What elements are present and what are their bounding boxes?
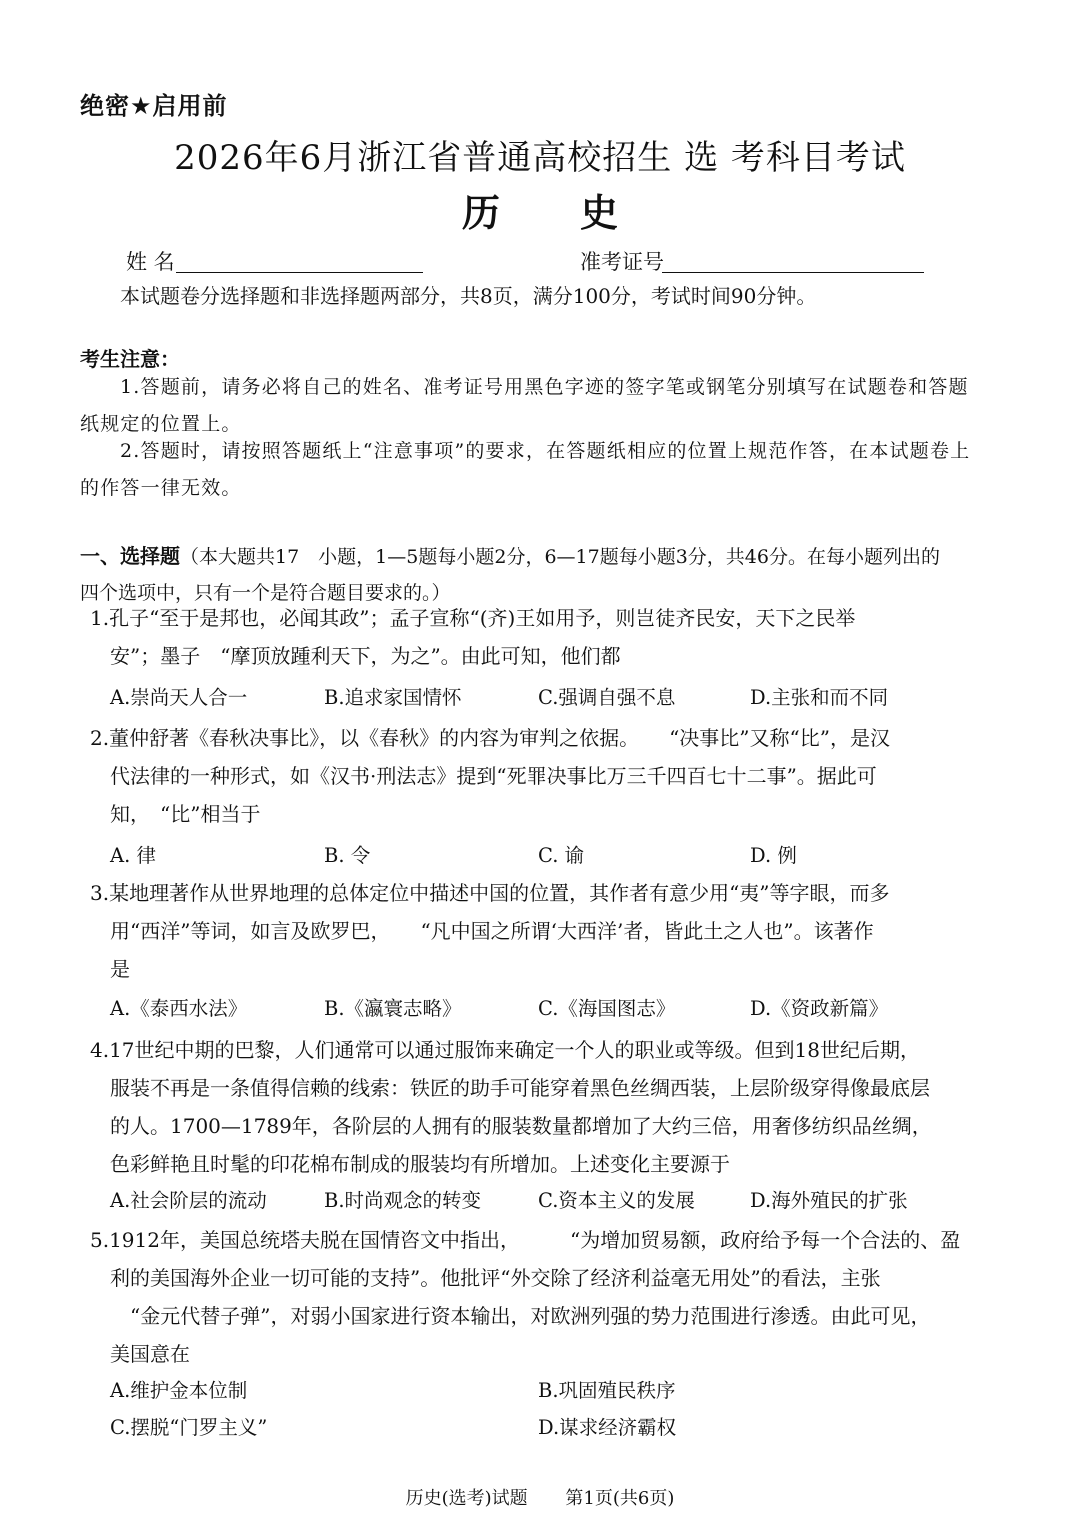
question-5-line-4: 美国意在 — [110, 1342, 190, 1366]
section-1-heading: 一、选择题 — [80, 544, 180, 568]
question-1-line-1: 1.孔子“至于是邦也，必闻其政”；孟子宣称“(齐)王如用予，则岂徒齐民安，天下之民举 — [90, 606, 856, 630]
question-2-line-1: 2.董仲舒著《春秋决事比》，以《春秋》的内容为审判之依据。 “决事比”又称“比”，是汉 — [90, 726, 890, 750]
q1-option-a[interactable]: A.崇尚天人合一 — [110, 686, 248, 709]
q3-option-a[interactable]: A.《泰西水法》 — [110, 997, 248, 1020]
q1-option-c[interactable]: C.强调自强不息 — [538, 686, 676, 709]
secret-label: 绝密★启用前 — [80, 92, 228, 120]
name-field[interactable] — [176, 248, 423, 273]
question-2 — [90, 719, 1005, 833]
question-3-line-3: 是 — [110, 957, 130, 981]
question-5-options-row-2 — [110, 1412, 1010, 1442]
notice-item-2: 2.答题时，请按照答题纸上“注意事项”的要求，在答题纸相应的位置上规范作答，在本试题卷上的作答一律无效。 — [80, 440, 971, 499]
q2-option-d[interactable]: D. 例 — [750, 844, 797, 867]
q4-option-d[interactable]: D.海外殖民的扩张 — [750, 1189, 908, 1212]
footer-page-number: 第1页(共6页) — [565, 1488, 675, 1509]
q5-option-a[interactable]: A.维护金本位制 — [110, 1379, 248, 1402]
question-4-line-4: 色彩鲜艳且时髦的印花棉布制成的服装均有所增加。上述变化主要源于 — [110, 1152, 730, 1176]
question-3 — [90, 874, 1005, 988]
q3-option-c[interactable]: C.《海国图志》 — [538, 997, 676, 1020]
question-3-options — [110, 993, 1010, 1023]
q4-option-a[interactable]: A.社会阶层的流动 — [110, 1189, 267, 1212]
question-3-line-1: 3.某地理著作从世界地理的总体定位中描述中国的位置，其作者有意少用“夷”等字眼，而多 — [90, 881, 890, 905]
question-5-line-3: “金元代替子弹”，对弱小国家进行资本输出，对欧洲列强的势力范围进行渗透。由此可见， — [110, 1304, 931, 1328]
question-4-line-1: 4.17世纪中期的巴黎，人们通常可以通过服饰来确定一个人的职业或等级。但到18世纪后期， — [90, 1038, 920, 1062]
q5-option-c[interactable]: C.摆脱“门罗主义” — [110, 1416, 268, 1439]
question-2-options — [110, 840, 1010, 870]
page-footer — [0, 1484, 1080, 1510]
q2-option-a[interactable]: A. 律 — [110, 844, 156, 867]
question-3-line-2: 用“西洋”等词，如言及欧罗巴， “凡中国之所谓‘大西洋’者，皆此土之人也”。该著作 — [110, 919, 874, 943]
question-5-line-2: 利的美国海外企业一切可能的支持”。他批评“外交除了经济利益毫无用处”的看法，主张 — [110, 1266, 881, 1290]
question-2-line-3: 知， “比”相当于 — [110, 802, 261, 826]
question-5-line-1: 5.1912年，美国总统塔夫脱在国情咨文中指出， “为增加贸易额，政府给予每一个合法的、盈 — [90, 1228, 961, 1252]
q3-option-b[interactable]: B.《瀛寰志略》 — [324, 997, 462, 1020]
id-number-field[interactable] — [662, 248, 924, 273]
question-1-line-2: 安”；墨子 “摩顶放踵利天下，为之”。由此可知，他们都 — [110, 644, 621, 668]
question-2-line-2: 代法律的一种形式，如《汉书·刑法志》提到“死罪决事比万三千四百七十二事”。据此可 — [110, 764, 877, 788]
section-1-description: （本大题共17 小题，1—5题每小题2分，6—17题每小题3分，共46分。在每小题列出的四个选项中，只有一个是符合题目要求的。） — [80, 546, 940, 604]
question-4-options — [110, 1185, 1010, 1215]
exam-intro: 本试题卷分选择题和非选择题两部分，共8页，满分100分，考试时间90分钟。 — [120, 284, 817, 308]
question-1 — [90, 599, 1005, 675]
q2-option-c[interactable]: C. 谕 — [538, 844, 585, 867]
id-label: 准考证号 — [580, 250, 664, 274]
q1-option-d[interactable]: D.主张和而不同 — [750, 686, 889, 709]
name-label: 姓 名 — [126, 250, 175, 274]
notice-item-1: 1.答题前，请务必将自己的姓名、准考证号用黑色字迹的签字笔或钢笔分别填写在试题卷和答题纸规定的位置上。 — [80, 376, 969, 435]
q4-option-c[interactable]: C.资本主义的发展 — [538, 1189, 695, 1212]
q2-option-b[interactable]: B. 令 — [324, 844, 371, 867]
question-5-options-row-1 — [110, 1375, 1010, 1405]
subject-title: 历史 — [461, 190, 698, 235]
question-5 — [90, 1221, 1005, 1373]
q1-option-b[interactable]: B.追求家国情怀 — [324, 686, 462, 709]
question-4-line-3: 的人。1700—1789年，各阶层的人拥有的服装数量都增加了大约三倍，用奢侈纺织品丝绸， — [110, 1114, 932, 1138]
q5-option-d[interactable]: D.谋求经济霸权 — [538, 1416, 677, 1439]
q4-option-b[interactable]: B.时尚观念的转变 — [324, 1189, 482, 1212]
footer-subject-label: 历史(选考)试题 — [405, 1488, 528, 1509]
q3-option-d[interactable]: D.《资政新篇》 — [750, 997, 889, 1020]
question-1-options — [110, 682, 1010, 712]
question-4-line-2: 服装不再是一条值得信赖的线索：铁匠的助手可能穿着黑色丝绸西装，上层阶级穿得像最底层 — [110, 1076, 930, 1100]
notice-heading: 考生注意： — [80, 347, 180, 371]
question-4 — [90, 1031, 1005, 1183]
exam-title: 2026年6月浙江省普通高校招生 选 考科目考试 — [174, 138, 906, 178]
q5-option-b[interactable]: B.巩固殖民秩序 — [538, 1379, 676, 1402]
